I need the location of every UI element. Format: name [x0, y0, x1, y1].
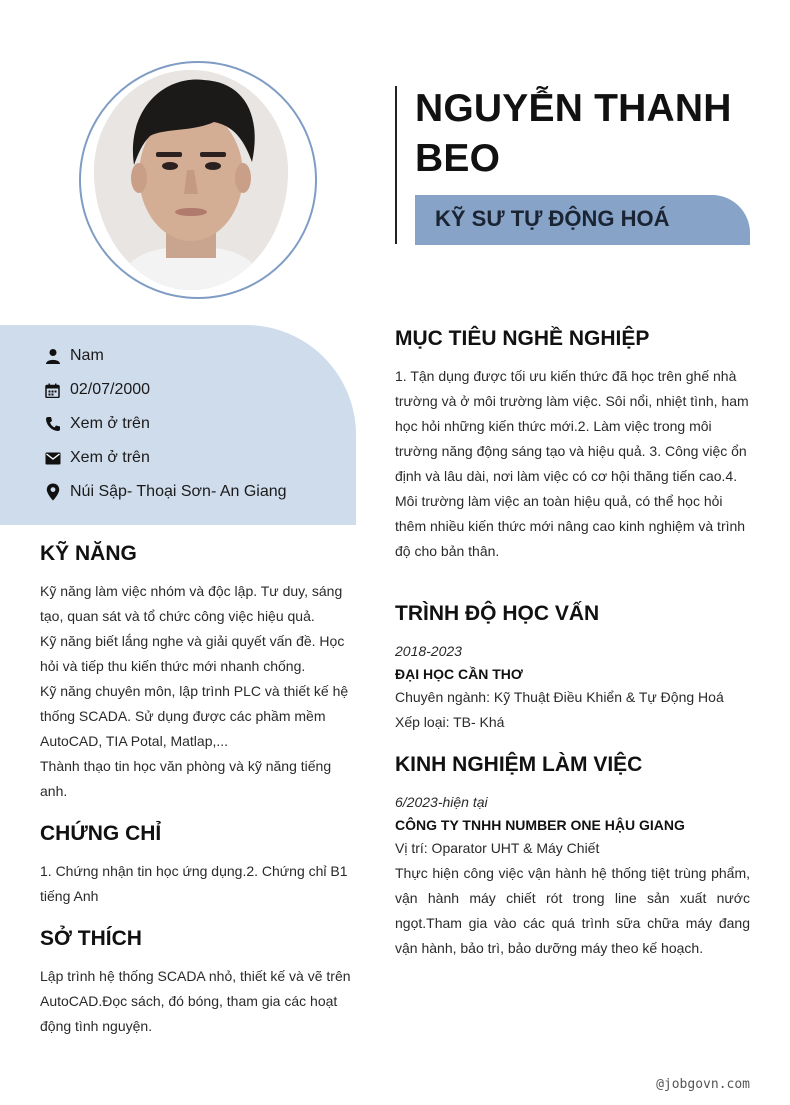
phone-icon — [44, 416, 61, 433]
phone-value: Xem ở trên — [70, 415, 150, 432]
birthday-value: 02/07/2000 — [70, 381, 151, 398]
skills-title: KỸ NĂNG — [40, 542, 137, 565]
experience-title: KINH NGHIỆM LÀM VIỆC — [395, 753, 643, 776]
contact-phone — [44, 412, 150, 436]
contact-gender — [44, 344, 104, 368]
candidate-name: NGUYỄN THANH BEO — [415, 87, 732, 180]
certificates-title: CHỨNG CHỈ — [40, 822, 162, 845]
email-value: Xem ở trên — [70, 449, 150, 466]
hobbies-title: SỞ THÍCH — [40, 927, 142, 950]
calendar-icon — [44, 382, 61, 399]
watermark-text: @jobgovn.com — [656, 1077, 750, 1092]
education-major: Chuyên ngành: Kỹ Thuật Điều Khiển & Tự Động Hoá — [395, 689, 724, 705]
education-title: TRÌNH ĐỘ HỌC VẤN — [395, 602, 600, 625]
education-school: ĐẠI HỌC CẦN THƠ — [395, 666, 523, 682]
experience-period: 6/2023-hiện tại — [395, 794, 488, 810]
contact-email — [44, 446, 150, 470]
job-title: KỸ SƯ TỰ ĐỘNG HOÁ — [435, 206, 670, 231]
experience-company: CÔNG TY TNHH NUMBER ONE HẬU GIANG — [395, 817, 685, 833]
certificates-text: 1. Chứng nhận tin học ứng dụng.2. Chứng chỉ B1 tiếng Anh — [40, 863, 348, 904]
skill-item: Kỹ năng biết lắng nghe và giải quyết vấn đề. Học hỏi và tiếp thu kiến thức mới nhanh chống. — [40, 633, 345, 674]
objective-text: 1. Tận dụng được tối ưu kiến thức đã học trên ghế nhà trường và ở môi trường làm việc. Sôi nổi, nhiệt tình, ham học hỏi những kiến thức mới.2. Làm việc trong môi trường năng động sáng tạo và hiệu quả. 3. Công việc ổn định và lâu dài, nơi làm việc có cơ hội thăng tiến cao.4. Môi trường làm việc an toàn hiệu quả, có thể học hỏi thêm nhiều kiến thức mới nâng cao kinh nghiệm và trình độ cho bản thân. — [395, 368, 749, 559]
skills-list — [40, 579, 350, 804]
job-title-badge — [415, 195, 750, 245]
skill-item: Thành thạo tin học văn phòng và kỹ năng tiếng anh. — [40, 758, 332, 799]
mail-icon — [44, 450, 61, 467]
contact-address — [44, 480, 287, 504]
contact-birthday — [44, 378, 150, 402]
skill-item: Kỹ năng làm việc nhóm và độc lập. Tư duy, sáng tạo, quan sát và tổ chức công việc hiệu quả. — [40, 583, 343, 624]
education-period: 2018-2023 — [395, 643, 462, 659]
skill-item: Kỹ năng chuyên môn, lập trình PLC và thiết kế hệ thống SCADA. Sử dụng được các phầm mềm AutoCAD, TIA Potal, Matlap,... — [40, 683, 349, 749]
gender-value: Nam — [70, 347, 104, 364]
experience-position: Vị trí: Oparator UHT & Máy Chiết — [395, 840, 600, 856]
address-value: Núi Sập- Thoại Sơn- An Giang — [70, 483, 287, 500]
education-rank: Xếp loại: TB- Khá — [395, 714, 505, 730]
objective-title: MỤC TIÊU NGHỀ NGHIỆP — [395, 327, 650, 350]
experience-description: Thực hiện công việc vận hành hệ thống tiệt trùng phẩm, vận hành máy chiết rót trong line sản xuất nước ngọt.Tham gia vào các quá trình sữa chữa máy đang vận hành, bảo trì, bảo dưỡng máy theo kế hoạch. — [395, 865, 750, 956]
location-pin-icon — [44, 484, 61, 501]
person-icon — [44, 348, 61, 365]
hobbies-text: Lập trình hệ thống SCADA nhỏ, thiết kế và vẽ trên AutoCAD.Đọc sách, đó bóng, tham gia các hoạt động tình nguyện. — [40, 968, 351, 1034]
header-divider — [395, 86, 397, 244]
